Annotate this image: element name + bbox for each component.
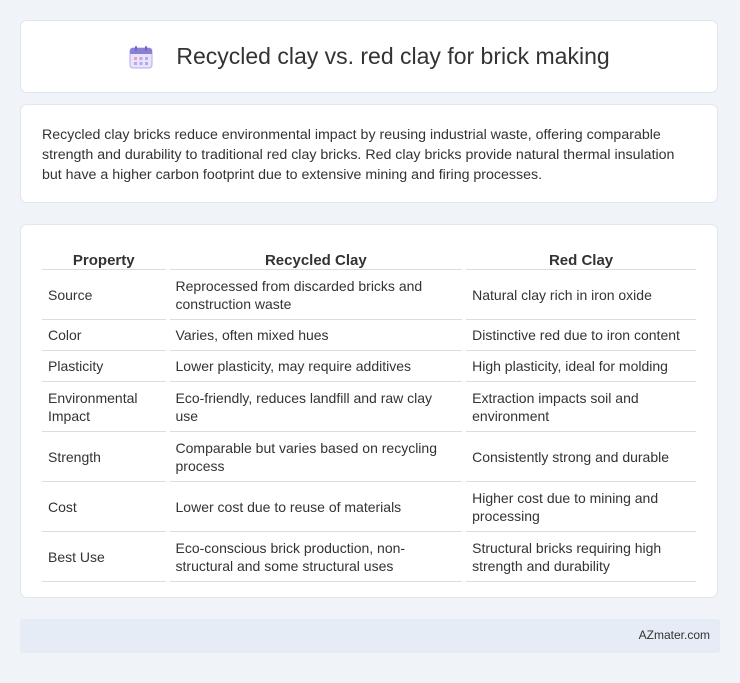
cell-red: Consistently strong and durable bbox=[466, 432, 696, 482]
cell-property: Source bbox=[42, 270, 166, 320]
table-header-row bbox=[42, 245, 696, 270]
header-property: Property bbox=[42, 245, 166, 270]
cell-property: Strength bbox=[42, 432, 166, 482]
intro-paragraph: Recycled clay bricks reduce environmental impact by reusing industrial waste, offering comparable strength and durability to traditional red clay bricks. Red clay bricks provide natural thermal insulation but have a higher carbon footprint due to extensive mining and firing processes. bbox=[42, 127, 675, 183]
table-row bbox=[42, 320, 696, 351]
cell-recycled: Lower cost due to reuse of materials bbox=[170, 482, 463, 532]
table-row bbox=[42, 270, 696, 320]
cell-red: Higher cost due to mining and processing bbox=[466, 482, 696, 532]
table-row bbox=[42, 532, 696, 582]
cell-red: High plasticity, ideal for molding bbox=[466, 351, 696, 382]
cell-property: Plasticity bbox=[42, 351, 166, 382]
cell-recycled: Eco-friendly, reduces landfill and raw clay use bbox=[170, 382, 463, 432]
cell-red: Extraction impacts soil and environment bbox=[466, 382, 696, 432]
cell-red: Natural clay rich in iron oxide bbox=[466, 270, 696, 320]
table-row bbox=[42, 351, 696, 382]
header-red-clay: Red Clay bbox=[466, 245, 696, 270]
cell-property: Best Use bbox=[42, 532, 166, 582]
header-recycled-clay: Recycled Clay bbox=[170, 245, 463, 270]
cell-recycled: Varies, often mixed hues bbox=[170, 320, 463, 351]
table-row bbox=[42, 382, 696, 432]
cell-recycled: Comparable but varies based on recycling process bbox=[170, 432, 463, 482]
comparison-table bbox=[38, 245, 700, 582]
cell-property: Environmental Impact bbox=[42, 382, 166, 432]
cell-recycled: Lower plasticity, may require additives bbox=[170, 351, 463, 382]
footer-site-label: AZmater.com bbox=[638, 628, 710, 642]
table-row bbox=[42, 432, 696, 482]
page-title: Recycled clay vs. red clay for brick making bbox=[176, 43, 610, 69]
cell-red: Structural bricks requiring high strength and durability bbox=[466, 532, 696, 582]
cell-property: Cost bbox=[42, 482, 166, 532]
cell-red: Distinctive red due to iron content bbox=[466, 320, 696, 351]
title-card bbox=[20, 20, 718, 93]
cell-recycled: Reprocessed from discarded bricks and construction waste bbox=[170, 270, 463, 320]
table-row bbox=[42, 482, 696, 532]
cell-recycled: Eco-conscious brick production, non-structural and some structural uses bbox=[170, 532, 463, 582]
footer-bar bbox=[20, 619, 720, 653]
intro-card bbox=[20, 104, 718, 203]
calendar-icon bbox=[128, 44, 154, 70]
comparison-card bbox=[20, 224, 718, 598]
cell-property: Color bbox=[42, 320, 166, 351]
